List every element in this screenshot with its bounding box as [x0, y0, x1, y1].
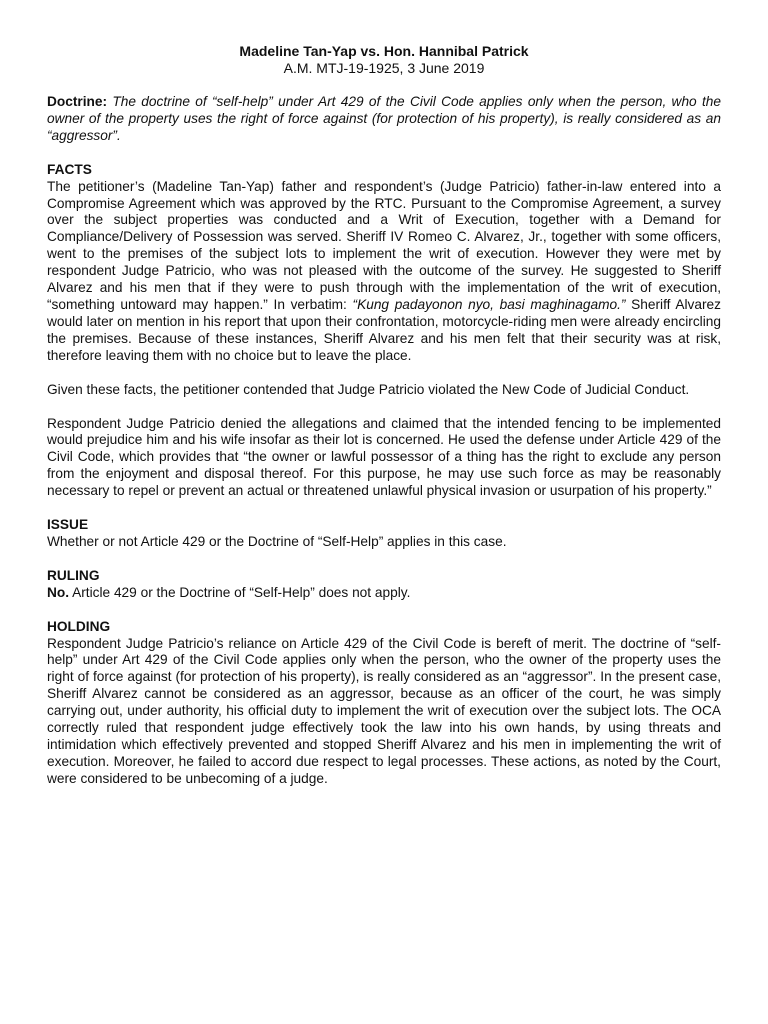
- facts-paragraph-1: [47, 179, 721, 365]
- holding-text: Respondent Judge Patricio’s reliance on Article 429 of the Civil Code is bereft of merit. The doctrine of “self-help” under Art 429 of the Civil Code applies only when the person, who the owner of the property uses the right of force against (for protection of his property), is really considered as an “aggressor”. In the present case, Sheriff Alvarez cannot be considered as an aggressor, because as an officer of the court, he was simply carrying out, under authority, his official duty to implement the writ of execution over the subject lots. The OCA correctly ruled that respondent judge effectively took the law into his own hands, by using threats and intimidation which effectively prevented and stopped Sheriff Alvarez and his men in implementing the writ of execution. Moreover, he failed to accord due respect to legal processes. These actions, as noted by the Court, were considered to be unbecoming of a judge.: [47, 635, 721, 786]
- case-header: [47, 43, 721, 77]
- ruling-paragraph: [47, 585, 721, 602]
- facts-heading: FACTS: [47, 161, 92, 177]
- holding-heading: HOLDING: [47, 618, 111, 634]
- ruling-heading: RULING: [47, 567, 100, 583]
- facts-para1-part1: The petitioner’s (Madeline Tan-Yap) father and respondent’s (Judge Patricio) father-in-law entered into a Compromise Agreement which was approved by the RTC. Pursuant to the Compromise Agreement, a survey over the subject properties was conducted and a Writ of Execution, together with a Demand for Compliance/Delivery of Possession was served. Sheriff IV Romeo C. Alvarez, Jr., together with some officers, went to the premises of the subject lots to implement the writ of execution. However they were met by respondent Judge Patricio, who was not pleased with the outcome of the survey. He suggested to Sheriff Alvarez and his men that if they were to push through with the implementation of the writ of execution, “something untoward may happen.” In verbatim:: [47, 178, 721, 312]
- document-body: [47, 94, 721, 788]
- doctrine-label: Doctrine:: [47, 94, 108, 109]
- issue-text: Whether or not Article 429 or the Doctrine of “Self-Help” applies in this case.: [47, 533, 507, 549]
- facts-paragraph-2: Given these facts, the petitioner contended that Judge Patricio violated the New Code of Judicial Conduct.: [47, 381, 690, 397]
- case-title: Madeline Tan-Yap vs. Hon. Hannibal Patrick: [239, 43, 529, 59]
- facts-quote: “Kung padayonon nyo, basi maghinagamo.”: [352, 296, 626, 312]
- doctrine-paragraph: [47, 94, 721, 145]
- case-citation: A.M. MTJ-19-1925, 3 June 2019: [283, 60, 485, 76]
- ruling-answer: No.: [47, 584, 70, 600]
- facts-para1-part2: Sheriff Alvarez would later on mention in his report that upon their confrontation, motorcycle-riding men were already encircling the premises. Because of these instances, Sheriff Alvarez and his men felt that their security was at risk, therefore leaving them with no choice but to leave the place.: [47, 296, 721, 363]
- issue-heading: ISSUE: [47, 517, 89, 533]
- ruling-text: Article 429 or the Doctrine of “Self-Help” does not apply.: [69, 584, 411, 600]
- doctrine-text: The doctrine of “self-help” under Art 429 of the Civil Code applies only when the person, who the owner of the property uses the right of force against (for protection of his property), is really considered as an “aggressor”.: [47, 94, 721, 143]
- facts-paragraph-3: Respondent Judge Patricio denied the allegations and claimed that the intended fencing to be implemented would prejudice him and his wife insofar as their lot is concerned. He used the defense under Article 429 of the Civil Code, which provides that “the owner or lawful possessor of a thing has the right to exclude any person from the enjoyment and disposal thereof. For this purpose, he may use such force as may be reasonably necessary to repel or prevent an actual or threatened unlawful physical invasion or usurpation of his property.”: [47, 415, 721, 499]
